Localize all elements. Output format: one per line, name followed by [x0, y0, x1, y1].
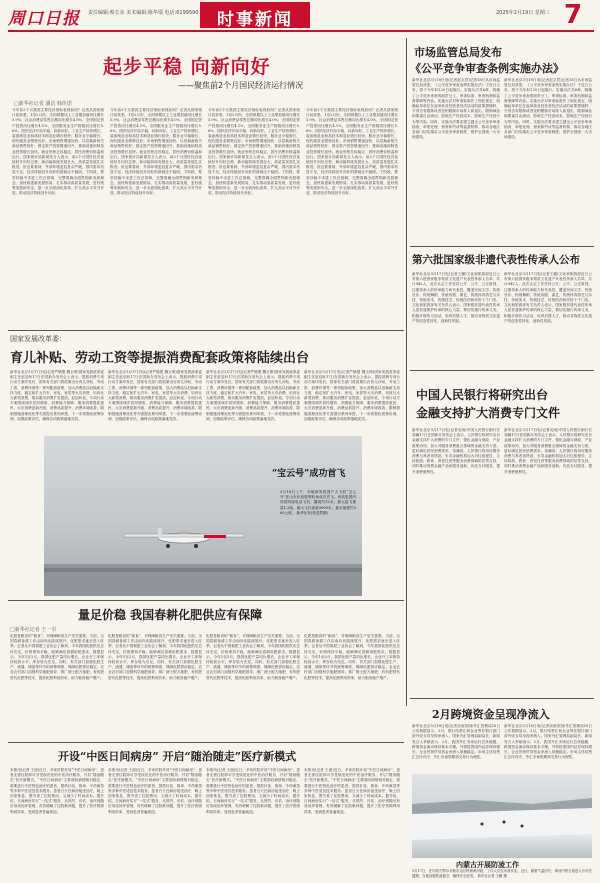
issue-date: 2025年2月19日 星期三 — [496, 10, 550, 16]
article5-body-col2: 新华社北京3月17日电(记者吴雨)中国人民银行副行长邹澜17日在国新办发布会上表示，人民银行将研究出台金融支持扩大消费的专门文件，强化金融与财政、产业政策协同，加大对服务消费重点领域的金融支持力度，更好满足居民消费需求。邹澜说，人民银行将用好服务消费与养老再贷款，引导金融机构加大对住宿餐饮、文体旅游、教育、养老托育等服务消费领域的信贷支持，同时推动消费金融产品和服务创新，优化支付服务，提升消费便利性。 — [504, 428, 592, 474]
article8-body-col4: 本报讯(记者 王丽)近日，多家医院开设“中医日间病房”，患者无需住院即可享受规范化的中医治疗服务，开启“随治随走”医疗新模式。“中医日间病房”主要面向病情相对稳定、需要进行中医特色治疗的患者，提供针灸、推拿、中药熏蒸等多种中医适宜技术服务。患者白天在病房接受治疗，晚上回家休息，既节省了住院费用，又减少了时间成本。据介绍，日间病房实行“一站式”服务，从预约、评估、治疗到随访形成闭环管理，有效缓解了住院难问题，提升了医疗资源利用效率，受到患者普遍欢迎。 — [304, 768, 400, 814]
article4-body-col1: 新华社北京3月17日电(记者严赋憬 魏玉坤)国家发展改革委副主任赵辰昕17日在国新办发布会上表示，提振消费专项行动方案印发后，国家有关部门将抓紧出台育儿补贴、劳动工资、消费环境等一系列配套政策，加大消费品以旧换新支持力度，稳定和扩大汽车、家电、家居等大宗消费，培育壮大新型消费，推动服务消费扩容提质。赵辰昕说，专项行动方案围绕城乡居民增收、消费能力保障、服务消费提质惠民、大宗消费更新升级、消费品质提升、消费环境改善、限制措施清理优化等方面提出系列举措，下一步将强化统筹协调，加强政策评估，确保各项政策落地见效。 — [10, 370, 104, 421]
article7-body-col1: 新华社北京3月18日电(记者吴雨)国家外汇管理局18日公布数据显示，2月，银行结售汇和企业等非银行部门涉外收支均呈现净流入。国家外汇管理局副局长、新闻发言人李斌表示，2月，我国外汇市场运行总体稳健，跨境资金流动保持基本平衡。外资投资国内证券保持增长，企业货物贸易资金净流入规模稳定。市场主体结售汇总体有序，外汇市场预期和交易行为理性。 — [412, 724, 500, 760]
article5-body-col1: 新华社北京3月17日电(记者吴雨)中国人民银行副行长邹澜17日在国新办发布会上表示，人民银行将研究出台金融支持扩大消费的专门文件，强化金融与财政、产业政策协同，加大对服务消费重点领域的金融支持力度，更好满足居民消费需求。邹澜说，人民银行将用好服务消费与养老再贷款，引导金融机构加大对住宿餐饮、文体旅游、教育、养老托育等服务消费领域的信贷支持，同时推动消费金融产品和服务创新，优化支付服务，提升消费便利性。 — [412, 428, 500, 474]
article-pboc — [410, 374, 594, 696]
article4-body-col4: 新华社北京3月17日电(记者严赋憬 魏玉坤)国家发展改革委副主任赵辰昕17日在国新办发布会上表示，提振消费专项行动方案印发后，国家有关部门将抓紧出台育儿补贴、劳动工资、消费环境等一系列配套政策，加大消费品以旧换新支持力度，稳定和扩大汽车、家电、家居等大宗消费，培育壮大新型消费，推动服务消费扩容提质。赵辰昕说，专项行动方案围绕城乡居民增收、消费能力保障、服务消费提质惠民、大宗消费更新升级、消费品质提升、消费环境改善、限制措施清理优化等方面提出系列举措，下一步将强化统筹协调，加强政策评估，确保各项政策落地见效。 — [304, 370, 400, 421]
masthead-rule — [8, 30, 594, 32]
article-cross-border — [410, 700, 594, 772]
photo2-caption-title: 内蒙古开展防凌工作 — [456, 860, 519, 869]
article3-body-col2: 新华社北京3月17日电(记者王鹏)文化和旅游部近日公布第六批国家级非物质文化遗产代表性传承人名单，共计942人。此次认定工作坚持公开、公平、公正原则，注重传承人的传承能力和代表性，覆盖民间文学、传统音乐、传统舞蹈、传统戏剧、曲艺、传统体育游艺与杂技、传统美术、传统技艺、传统医药和民俗十个门类。文化和旅游部有关负责人表示，国家级非遗代表性传承人是非遗保护传承的核心力量，要切实履行传承义务，积极开展传习活动，培养后继人才，推动非物质文化遗产的创造性转化、创新性发展。 — [504, 272, 592, 323]
lead-article — [8, 38, 404, 338]
masthead — [0, 0, 600, 34]
article8-body-col3: 本报讯(记者 王丽)近日，多家医院开设“中医日间病房”，患者无需住院即可享受规范化的中医治疗服务，开启“随治随走”医疗新模式。“中医日间病房”主要面向病情相对稳定、需要进行中医特色治疗的患者，提供针灸、推拿、中药熏蒸等多种中医适宜技术服务。患者白天在病房接受治疗，晚上回家休息，既节省了住院费用，又减少了时间成本。据介绍，日间病房实行“一站式”服务，从预约、评估、治疗到随访形成闭环管理，有效缓解了住院难问题，提升了医疗资源利用效率，受到患者普遍欢迎。 — [206, 768, 300, 814]
river-ice-photo — [412, 774, 592, 858]
article2-body-col1: 新华社北京3月18日电(记者赵文君)记者18日从市场监管总局获悉，《公平竞争审查条例实施办法》于近日公布，将于今年4月20日起施行。实施办法共6章，明确了公平竞争审查的职责分工、审查标准、审查机制和监督保障等内容。实施办法对审查标准作了细化规定，明确起草单位在起草涉及经营者经济活动的政策措施时，不得含有限制或者变相限制市场准入和退出、限制商品和要素自由流动、影响生产经营成本、影响生产经营行为等内容。同时，实施办法要求建立健全公平竞争审查抽查、举报处理、督查和约谈等监督机制，推动各地区各部门切实落实公平竞争审查制度，维护全国统一大市场建设。 — [412, 78, 500, 140]
article3-title: 第六批国家级非遗代表性传承人公布 — [412, 254, 580, 266]
divider-r3 — [410, 698, 594, 699]
article4-kicker: 国家发展改革委： — [10, 335, 66, 343]
article-heritage — [410, 250, 594, 368]
photo1-caption: 3月18日上午，东航研发的国产大飞机“宝云号”在山东东营胜利机场成功首飞。该机是国内首款四座电动飞机，翼展约12米，最大起飞重量1.2吨，最大飞行高度3000米，最大航程约300公里。 新华社发(张浩然摄) — [280, 490, 356, 515]
divider-r1 — [410, 246, 594, 247]
divider-l2 — [8, 600, 404, 601]
newspaper-logo: 周口日报 — [8, 9, 80, 29]
article2-subtitle: 《公平竞争审查条例实施办法》 — [410, 62, 564, 75]
column-divider — [406, 38, 407, 706]
photo2-caption: 3月17日，在内蒙古鄂尔多斯市达拉特旗黄河段，工作人员在冰面作业。近日，随着气温回升，黄河内蒙古段进入开河关键期，当地加强防凌值守，确保安全度汛。 新华社记者 王鹏 摄 — [412, 869, 592, 878]
article5-title2: 金融支持扩大消费专门文件 — [416, 406, 561, 420]
article4-body-col3: 新华社北京3月17日电(记者严赋憬 魏玉坤)国家发展改革委副主任赵辰昕17日在国新办发布会上表示，提振消费专项行动方案印发后，国家有关部门将抓紧出台育儿补贴、劳动工资、消费环境等一系列配套政策，加大消费品以旧换新支持力度，稳定和扩大汽车、家电、家居等大宗消费，培育壮大新型消费，推动服务消费扩容提质。赵辰昕说，专项行动方案围绕城乡居民增收、消费能力保障、服务消费提质惠民、大宗消费更新升级、消费品质提升、消费环境改善、限制措施清理优化等方面提出系列举措，下一步将强化统筹协调，加强政策评估，确保各项政策落地见效。 — [206, 370, 300, 421]
editor-credits: 责任编辑:蔡长东 美术编辑:陈华瑞 电话:6199590 — [88, 10, 199, 16]
page-number: 7 — [564, 0, 583, 30]
lead-body-col2: 今年前2个月我国主要经济指标表现如何？记者从国家统计局获悉，1至2月份，全国规模以上工业增加值同比增长5.9%，社会消费品零售总额同比增长4.0%，全国固定资产投资同比增长4.1%，全国服务业生产指数同比增长5.6%，国民经济开局平稳，向新向好。工业生产较快增长，装备制造业和高技术制造业增长较快；服务业平稳增长，现代服务业增势良好；市场销售增速加快，以旧换新相关商品销售较好；固定资产投资增速回升，基础设施和制造业投资增长加快。就业形势总体稳定，居民消费价格温和运行。国家统计局新闻发言人表示，前2个月国民经济延续回升向好态势，新动能持续发展壮大，高质量发展扎实推进。但也要看到，外部环境更趋复杂严峻，国内需求仍显不足，经济持续回升向好的基础还不稳固。下阶段，要坚持稳中求进工作总基调，完整准确全面贯彻新发展理念，加快构建新发展格局，扎实推动高质量发展，更好统筹发展和安全，进一步全面深化改革，扩大高水平对外开放，推动经济持续回升向好。 — [110, 108, 202, 196]
article2-title: 市场监管总局发布 — [414, 46, 502, 59]
article8-body-col1: 本报讯(记者 王丽)近日，多家医院开设“中医日间病房”，患者无需住院即可享受规范化的中医治疗服务，开启“随治随走”医疗新模式。“中医日间病房”主要面向病情相对稳定、需要进行中医特色治疗的患者，提供针灸、推拿、中药熏蒸等多种中医适宜技术服务。患者白天在病房接受治疗，晚上回家休息，既节省了住院费用，又减少了时间成本。据介绍，日间病房实行“一站式”服务，从预约、评估、治疗到随访形成闭环管理，有效缓解了住院难问题，提升了医疗资源利用效率，受到患者普遍欢迎。 — [10, 768, 104, 814]
airplane-photo — [44, 436, 362, 596]
lead-body-col4: 今年前2个月我国主要经济指标表现如何？记者从国家统计局获悉，1至2月份，全国规模以上工业增加值同比增长5.9%，社会消费品零售总额同比增长4.0%，全国固定资产投资同比增长4.1%，全国服务业生产指数同比增长5.6%，国民经济开局平稳，向新向好。工业生产较快增长，装备制造业和高技术制造业增长较快；服务业平稳增长，现代服务业增势良好；市场销售增速加快，以旧换新相关商品销售较好；固定资产投资增速回升，基础设施和制造业投资增长加快。就业形势总体稳定，居民消费价格温和运行。国家统计局新闻发言人表示，前2个月国民经济延续回升向好态势，新动能持续发展壮大，高质量发展扎实推进。但也要看到，外部环境更趋复杂严峻，国内需求仍显不足，经济持续回升向好的基础还不稳固。下阶段，要坚持稳中求进工作总基调，完整准确全面贯彻新发展理念，加快构建新发展格局，扎实推动高质量发展，更好统筹发展和安全，进一步全面深化改革，扩大高水平对外开放，推动经济持续回升向好。 — [306, 108, 398, 196]
article7-title: 2月跨境资金呈现净流入 — [432, 708, 550, 721]
article6-body-col1: 化肥是粮食的“粮食”，对保障粮食生产至关重要。当前，全国春耕备耕工作由南向北陆续展开，化肥需求逐步进入旺季。记者从中国氮肥工业协会了解到，今年我国化肥供应总体充足，价格保持平稳，能够满足春耕用肥需求。数据显示，今年1至2月，我国化肥产量同比增长，企业开工率保持较高水平，库存较为充足。同时，有关部门加强化肥生产、流通、储备等环节的统筹调度，保障化肥供应稳定。农业农村部门加强科学施肥指导，推广测土配方施肥、有机肥替代化肥等技术，提高化肥利用效率，助力粮食稳产增产。 — [10, 634, 104, 680]
article-fertilizer — [8, 604, 404, 740]
article6-body-col2: 化肥是粮食的“粮食”，对保障粮食生产至关重要。当前，全国春耕备耕工作由南向北陆续展开，化肥需求逐步进入旺季。记者从中国氮肥工业协会了解到，今年我国化肥供应总体充足，价格保持平稳，能够满足春耕用肥需求。数据显示，今年1至2月，我国化肥产量同比增长，企业开工率保持较高水平，库存较为充足。同时，有关部门加强化肥生产、流通、储备等环节的统筹调度，保障化肥供应稳定。农业农村部门加强科学施肥指导，推广测土配方施肥、有机肥替代化肥等技术，提高化肥利用效率，助力粮食稳产增产。 — [108, 634, 202, 680]
article6-kicker: □新华社记者 王一卓 — [10, 627, 57, 633]
photo1-caption-title: “宝云号”成功首飞 — [272, 469, 346, 479]
divider-l3 — [8, 742, 404, 743]
article4-title: 育儿补贴、劳动工资等提振消费配套政策将陆续出台 — [10, 351, 310, 366]
article-consumption-policy — [8, 334, 404, 430]
section-banner — [200, 2, 310, 28]
article-tcm-ward — [8, 746, 404, 878]
section-title: 时事新闻 — [217, 10, 293, 30]
article3-body-col1: 新华社北京3月17日电(记者王鹏)文化和旅游部近日公布第六批国家级非物质文化遗产代表性传承人名单，共计942人。此次认定工作坚持公开、公平、公正原则，注重传承人的传承能力和代表性，覆盖民间文学、传统音乐、传统舞蹈、传统戏剧、曲艺、传统体育游艺与杂技、传统美术、传统技艺、传统医药和民俗十个门类。文化和旅游部有关负责人表示，国家级非遗代表性传承人是非遗保护传承的核心力量，要切实履行传承义务，积极开展传习活动，培养后继人才，推动非物质文化遗产的创造性转化、创新性发展。 — [412, 272, 500, 323]
lead-body-col3: 今年前2个月我国主要经济指标表现如何？记者从国家统计局获悉，1至2月份，全国规模以上工业增加值同比增长5.9%，社会消费品零售总额同比增长4.0%，全国固定资产投资同比增长4.1%，全国服务业生产指数同比增长5.6%，国民经济开局平稳，向新向好。工业生产较快增长，装备制造业和高技术制造业增长较快；服务业平稳增长，现代服务业增势良好；市场销售增速加快，以旧换新相关商品销售较好；固定资产投资增速回升，基础设施和制造业投资增长加快。就业形势总体稳定，居民消费价格温和运行。国家统计局新闻发言人表示，前2个月国民经济延续回升向好态势，新动能持续发展壮大，高质量发展扎实推进。但也要看到，外部环境更趋复杂严峻，国内需求仍显不足，经济持续回升向好的基础还不稳固。下阶段，要坚持稳中求进工作总基调，完整准确全面贯彻新发展理念，加快构建新发展格局，扎实推动高质量发展，更好统筹发展和安全，进一步全面深化改革，扩大高水平对外开放，推动经济持续回升向好。 — [208, 108, 300, 196]
article2-body-col2: 新华社北京3月18日电(记者赵文君)记者18日从市场监管总局获悉，《公平竞争审查条例实施办法》于近日公布，将于今年4月20日起施行。实施办法共6章，明确了公平竞争审查的职责分工、审查标准、审查机制和监督保障等内容。实施办法对审查标准作了细化规定，明确起草单位在起草涉及经营者经济活动的政策措施时，不得含有限制或者变相限制市场准入和退出、限制商品和要素自由流动、影响生产经营成本、影响生产经营行为等内容。同时，实施办法要求建立健全公平竞争审查抽查、举报处理、督查和约谈等监督机制，推动各地区各部门切实落实公平竞争审查制度，维护全国统一大市场建设。 — [504, 78, 592, 140]
divider-r2 — [410, 370, 594, 371]
river-ice-illustration — [412, 774, 592, 858]
article4-body-col2: 新华社北京3月17日电(记者严赋憬 魏玉坤)国家发展改革委副主任赵辰昕17日在国新办发布会上表示，提振消费专项行动方案印发后，国家有关部门将抓紧出台育儿补贴、劳动工资、消费环境等一系列配套政策，加大消费品以旧换新支持力度，稳定和扩大汽车、家电、家居等大宗消费，培育壮大新型消费，推动服务消费扩容提质。赵辰昕说，专项行动方案围绕城乡居民增收、消费能力保障、服务消费提质惠民、大宗消费更新升级、消费品质提升、消费环境改善、限制措施清理优化等方面提出系列举措，下一步将强化统筹协调，加强政策评估，确保各项政策落地见效。 — [108, 370, 202, 421]
lead-body-col1: 今年前2个月我国主要经济指标表现如何？记者从国家统计局获悉，1至2月份，全国规模以上工业增加值同比增长5.9%，社会消费品零售总额同比增长4.0%，全国固定资产投资同比增长4.1%，全国服务业生产指数同比增长5.6%，国民经济开局平稳，向新向好。工业生产较快增长，装备制造业和高技术制造业增长较快；服务业平稳增长，现代服务业增势良好；市场销售增速加快，以旧换新相关商品销售较好；固定资产投资增速回升，基础设施和制造业投资增长加快。就业形势总体稳定，居民消费价格温和运行。国家统计局新闻发言人表示，前2个月国民经济延续回升向好态势，新动能持续发展壮大，高质量发展扎实推进。但也要看到，外部环境更趋复杂严峻，国内需求仍显不足，经济持续回升向好的基础还不稳固。下阶段，要坚持稳中求进工作总基调，完整准确全面贯彻新发展理念，加快构建新发展格局，扎实推动高质量发展，更好统筹发展和安全，进一步全面深化改革，扩大高水平对外开放，推动经济持续回升向好。 — [12, 108, 104, 196]
article6-body-col4: 化肥是粮食的“粮食”，对保障粮食生产至关重要。当前，全国春耕备耕工作由南向北陆续展开，化肥需求逐步进入旺季。记者从中国氮肥工业协会了解到，今年我国化肥供应总体充足，价格保持平稳，能够满足春耕用肥需求。数据显示，今年1至2月，我国化肥产量同比增长，企业开工率保持较高水平，库存较为充足。同时，有关部门加强化肥生产、流通、储备等环节的统筹调度，保障化肥供应稳定。农业农村部门加强科学施肥指导，推广测土配方施肥、有机肥替代化肥等技术，提高化肥利用效率，助力粮食稳产增产。 — [304, 634, 400, 680]
lead-subtitle: ——聚焦前2个月国民经济运行情况 — [178, 81, 304, 90]
article8-title: 开设“中医日间病房” 开启“随治随走”医疗新模式 — [58, 750, 297, 763]
article8-body-col2: 本报讯(记者 王丽)近日，多家医院开设“中医日间病房”，患者无需住院即可享受规范化的中医治疗服务，开启“随治随走”医疗新模式。“中医日间病房”主要面向病情相对稳定、需要进行中医特色治疗的患者，提供针灸、推拿、中药熏蒸等多种中医适宜技术服务。患者白天在病房接受治疗，晚上回家休息，既节省了住院费用，又减少了时间成本。据介绍，日间病房实行“一站式”服务，从预约、评估、治疗到随访形成闭环管理，有效缓解了住院难问题，提升了医疗资源利用效率，受到患者普遍欢迎。 — [108, 768, 202, 814]
article6-body-col3: 化肥是粮食的“粮食”，对保障粮食生产至关重要。当前，全国春耕备耕工作由南向北陆续展开，化肥需求逐步进入旺季。记者从中国氮肥工业协会了解到，今年我国化肥供应总体充足，价格保持平稳，能够满足春耕用肥需求。数据显示，今年1至2月，我国化肥产量同比增长，企业开工率保持较高水平，库存较为充足。同时，有关部门加强化肥生产、流通、储备等环节的统筹调度，保障化肥供应稳定。农业农村部门加强科学施肥指导，推广测土配方施肥、有机肥替代化肥等技术，提高化肥利用效率，助力粮食稳产增产。 — [206, 634, 300, 680]
lead-kicker: □新华社记者 潘洁 韩佳诺 — [14, 101, 72, 107]
article7-body-col2: 新华社北京3月18日电(记者吴雨)国家外汇管理局18日公布数据显示，2月，银行结售汇和企业等非银行部门涉外收支均呈现净流入。国家外汇管理局副局长、新闻发言人李斌表示，2月，我国外汇市场运行总体稳健，跨境资金流动保持基本平衡。外资投资国内证券保持增长，企业货物贸易资金净流入规模稳定。市场主体结售汇总体有序，外汇市场预期和交易行为理性。 — [504, 724, 592, 760]
article6-title: 量足价稳 我国春耕化肥供应有保障 — [78, 608, 263, 622]
divider-l1 — [8, 330, 404, 331]
article5-title: 中国人民银行将研究出台 — [416, 388, 549, 402]
lead-title: 起步平稳 向新向好 — [103, 56, 271, 78]
article-competition-review — [410, 38, 594, 244]
